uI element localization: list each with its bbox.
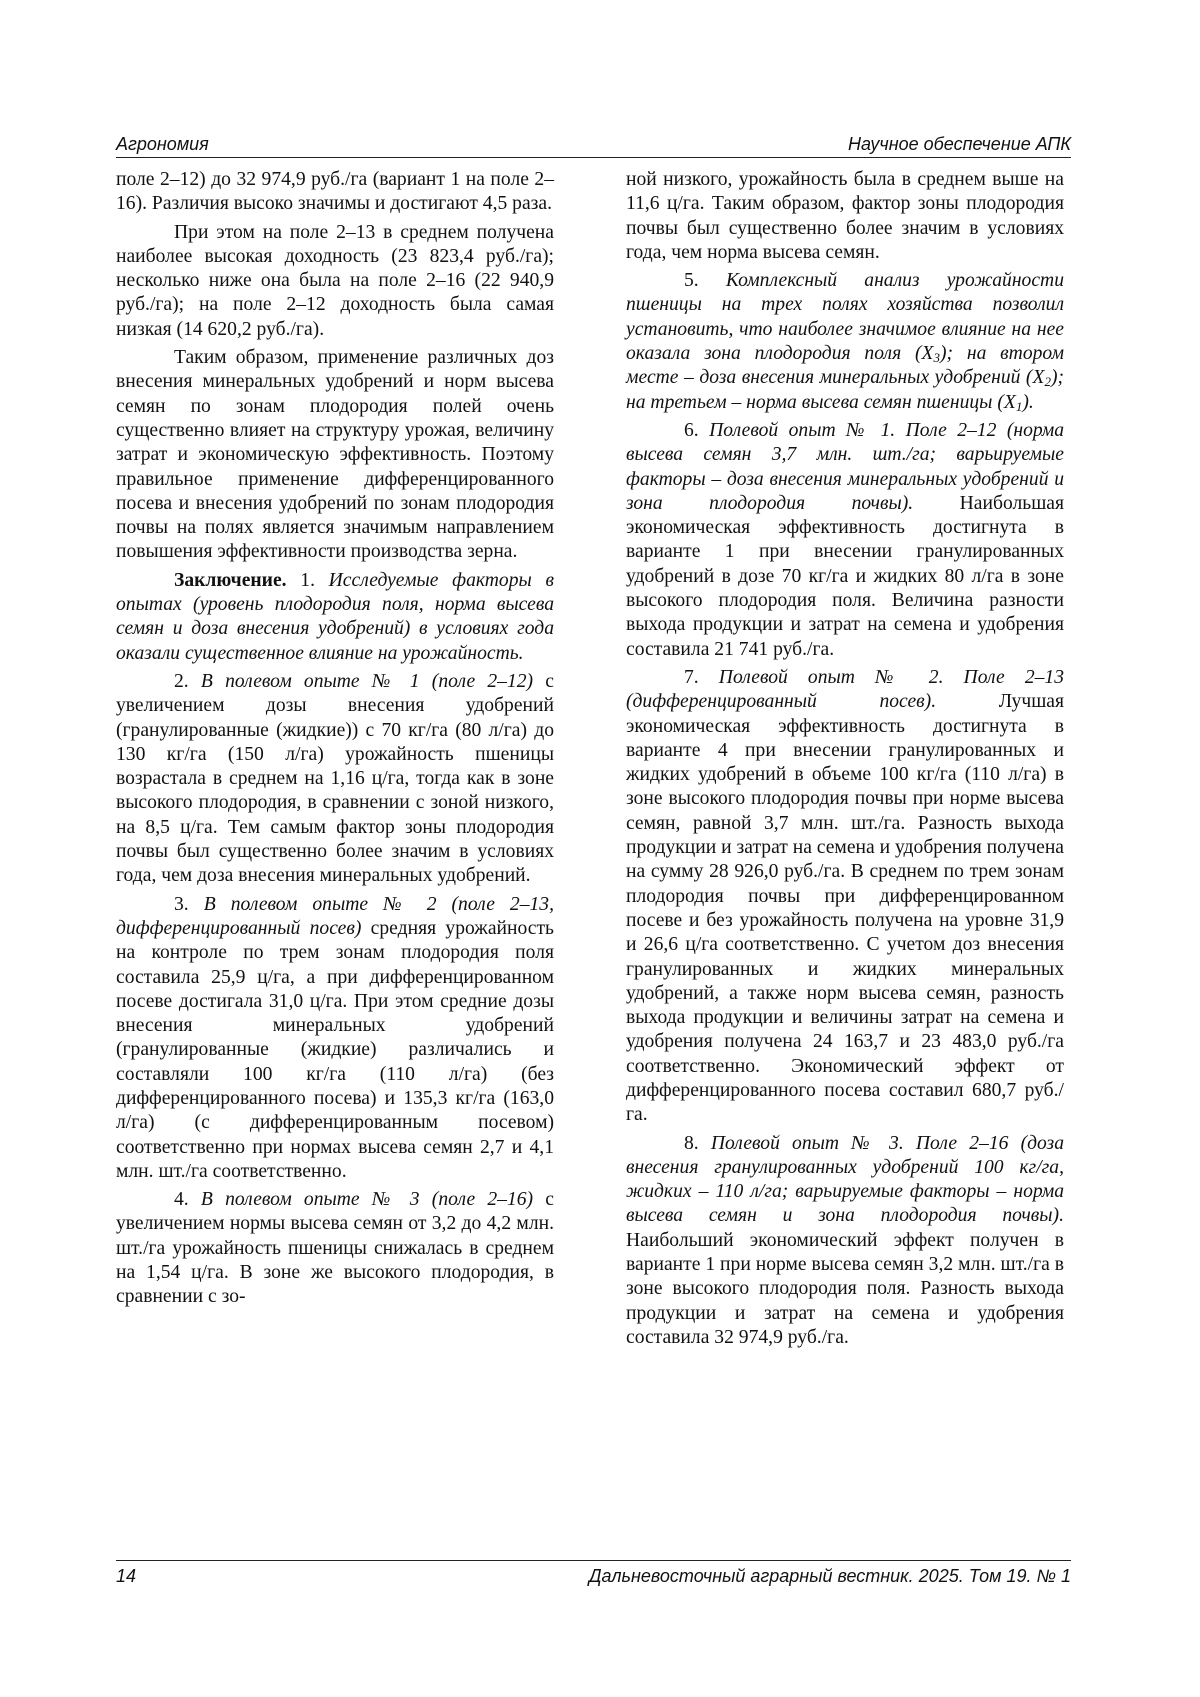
paragraph: 5. Комплексный анализ урожайности пшеницы на трех полях хозяйства позволил установить, что наиболее значимое влияние на нее оказала зона плодородия поля $(X_3)$; на втором месте – доза внесения минеральных удобрений $(X_2)$; на третьем – норма высева семян пшеницы $(X_1)$.	[626, 270, 1064, 414]
paragraph: ной низкого, урожайность была в среднем выше на 11,6 ц/га. Таким образом, фактор зоны плодородия почвы был существенно более значим в условиях года, чем норма высева семян.	[626, 169, 1064, 263]
left-column	[116, 168, 554, 1310]
paragraph: 7. Полевой опыт № 2. Поле 2–13 (дифференцированный посев). Лучшая экономическая эффективность достигнута в варианте 4 при внесении гранулированных и жидких удобрений в объеме 100 кг/га (110 л/га) в зоне высокого плодородия почвы при норме высева семян, равной 3,7 млн. шт./га. Разность выхода продукции и затрат на семена и удобрения получена на сумму 28 926,0 руб./га. В среднем по трем зонам плодородия почвы при дифференцированном посеве и без урожайность получена на уровне 31,9 и 26,6 ц/га соответственно. С учетом доз внесения гранулированных и жидких минеральных удобрений, а также норм высева семян, разность выхода продукции и величины затрат на семена и удобрения получена 24 163,7 и 23 483,0 руб./га соответственно. Экономический эффект от дифференцированного посева составил 680,7 руб./га.	[626, 666, 1065, 1126]
paragraph: 3. В полевом опыте № 2 (поле 2–13, дифференцированный посев) средняя урожайность на контроле по трем зонам плодородия поля составила 25,9 ц/га, а при дифференцированном посеве достигала 31,0 ц/га. При этом средние дозы внесения минеральных удобрений (гранулированные (жидкие) различались и составляли 100 кг/га (110 л/га) (без дифференцированного посева) и 135,3 кг/га (163,0 л/га) (с дифференцированным посевом) соответственно при нормах высева семян 2,7 и 4,1 млн. шт./га соответственно.	[116, 893, 555, 1182]
journal-citation: Дальневосточный аграрный вестник. 2025. Том 19. № 1	[588, 1566, 1071, 1586]
paragraph: При этом на поле 2–13 в среднем получена наиболее высокая доходность (23 823,4 руб./га); несколько ниже она была на поле 2–16 (22 940,9 руб./га); на поле 2–12 доходность была самая низкая (14 620,2 руб./га).	[116, 221, 554, 340]
paragraph: поле 2–12) до 32 974,9 руб./га (вариант 1 на поле 2–16). Различия высоко значимы и достигают 4,5 раза.	[116, 169, 554, 215]
running-header	[116, 127, 1071, 155]
paragraph: 8. Полевой опыт № 3. Поле 2–16 (доза внесения гранулированных удобрений 100 кг/га, жидких – 110 л/га; варьируемые факторы – норма высева семян и зона плодородия почвы). Наибольший экономический эффект получен в варианте 1 при норме высева семян 3,2 млн. шт./га в зоне высокого плодородия поля. Разность выхода продукции и затрат на семена и удобрения составила 32 974,9 руб./га.	[626, 1132, 1064, 1348]
rubric-title: Научное обеспечение АПК	[847, 134, 1071, 154]
page-number: 14	[116, 1566, 137, 1586]
section-title: Агрономия	[116, 134, 209, 154]
conclusion-heading: Заключение.	[174, 569, 287, 591]
conclusion-paragraph: Заключение. 1. Исследуемые факторы в опытах (уровень плодородия поля, норма высева семян и доза внесения удобрений) в условиях года оказали существенное влияние на урожайность.	[116, 569, 554, 664]
running-footer	[116, 1566, 1071, 1587]
paragraph: 2. В полевом опыте № 1 (поле 2–12) с увеличением дозы внесения удобрений (гранулированные (жидкие)) с 70 кг/га (80 л/га) до 130 кг/га (150 л/га) урожайность пшеницы возрастала в среднем на 1,16 ц/га, тогда как в зоне высокого плодородия, в сравнении с зоной низкого, на 8,5 ц/га. Тем самым фактор зоны плодородия почвы был существенно более значим в условиях года, чем доза внесения минеральных удобрений.	[116, 670, 554, 887]
paragraph: 6. Полевой опыт № 1. Поле 2–12 (норма высева семян 3,7 млн. шт./га; варьируемые факторы – доза внесения минеральных удобрений и зона плодородия почвы). Наибольшая экономическая эффективность достигнута в варианте 1 при внесении гранулированных удобрений в дозе 70 кг/га и жидких 80 л/га в зоне высокого плодородия поля. Величина разности выхода продукции и затрат на семена и удобрения составила 21 741 руб./га.	[626, 419, 1065, 660]
header-rule	[116, 157, 1071, 158]
right-column	[626, 168, 1064, 1350]
footer-rule	[116, 1560, 1071, 1561]
paragraph: 4. В полевом опыте № 3 (поле 2–16) с увеличением нормы высева семян от 3,2 до 4,2 млн. шт./га урожайность пшеницы снижалась в среднем на 1,54 ц/га. В зоне же высокого плодородия, в сравнении с зо-	[116, 1189, 554, 1308]
paragraph: Таким образом, применение различных доз внесения минеральных удобрений и норм высева семян по зонам плодородия полей очень существенно влияет на структуру урожая, величину затрат и экономическую эффективность. Поэтому правильное применение дифференцированного посева и внесения удобрений по зонам плодородия почвы на полях является значимым направлением повышения эффективности производства зерна.	[116, 347, 554, 563]
